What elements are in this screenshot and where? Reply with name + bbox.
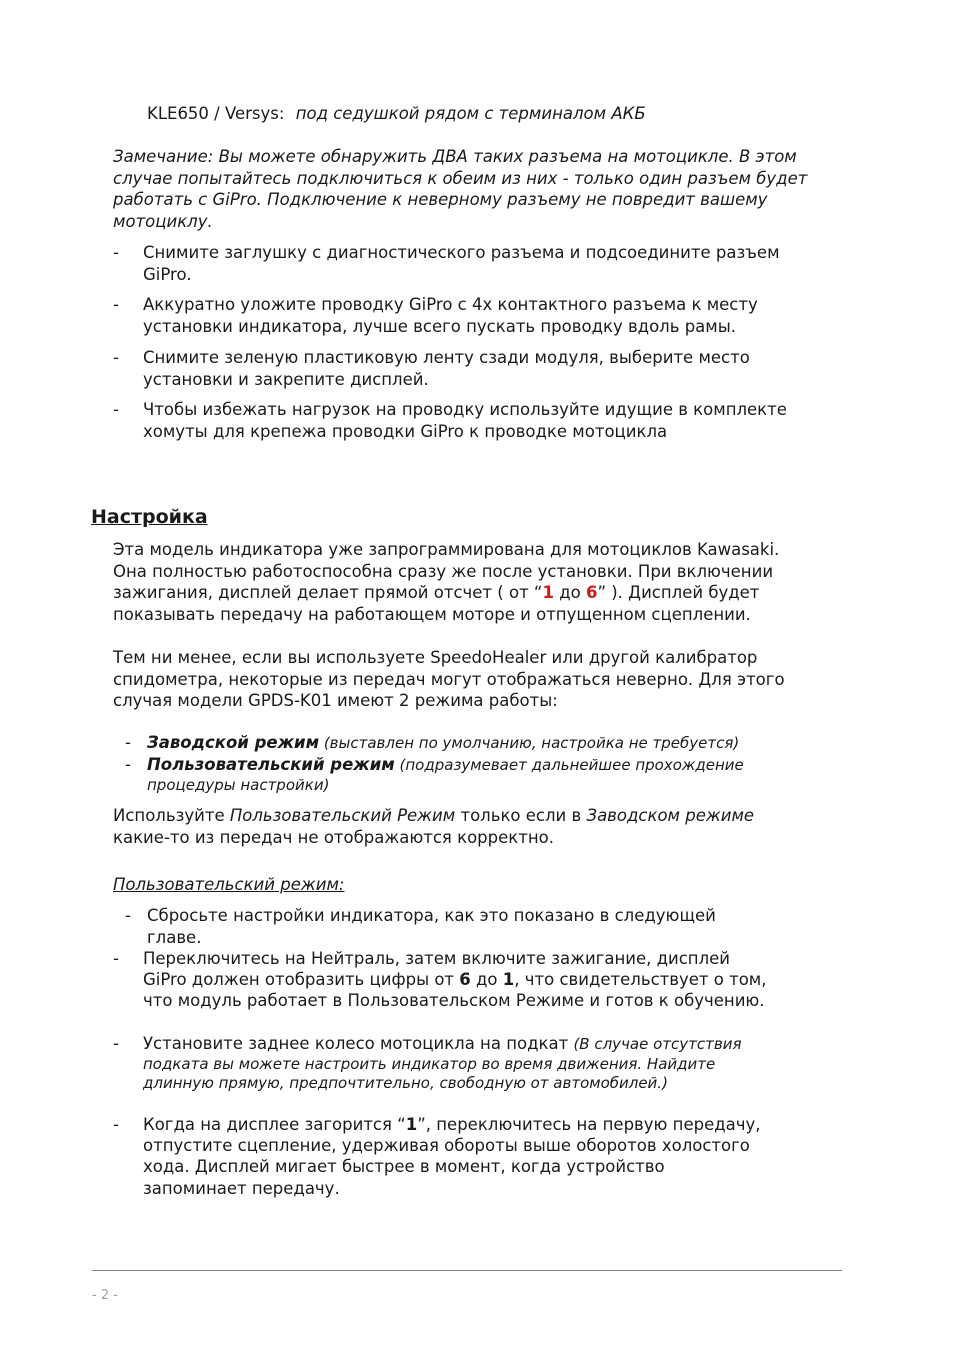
page-number: - 2 - (92, 1288, 118, 1303)
list-dash: - (125, 906, 131, 925)
digit: 6 (459, 970, 471, 989)
list-item-line: подката вы можете настроить индикатор во время движения. Найдите (143, 1055, 716, 1073)
list-item-line: длинную прямую, предпочтительно, свободную от автомобилей.) (143, 1074, 668, 1092)
paragraph-line: случая модели GPDS-K01 имеют 2 режима работы: (113, 691, 558, 710)
list-item-line (143, 1033, 795, 1056)
list-item-line: запоминает передачу. (143, 1179, 340, 1198)
note-line: случае попытайтесь подключиться к обеим из них - только один разъем будет (113, 168, 808, 188)
note-paragraph (113, 146, 848, 232)
settings-paragraph-2 (113, 647, 848, 712)
text-run: до (553, 583, 586, 602)
list-item-line (143, 969, 767, 991)
countdown-start-digit: 1 (542, 583, 554, 602)
mode-line (147, 754, 744, 777)
text-run: зажигания, дисплей делает прямой отсчет ( от “ (113, 583, 543, 602)
settings-paragraph-1 (113, 539, 848, 625)
settings-paragraph-3 (113, 805, 848, 848)
location-text: под седушкой рядом с терминалом АКБ (295, 104, 646, 123)
list-dash: - (113, 348, 119, 367)
paragraph-line (113, 582, 848, 604)
text-run: ” ). Дисплей будет (597, 583, 760, 602)
mode-name: Заводской режим (147, 733, 320, 752)
mode-description: (выставлен по умолчанию, настройка не требуется) (319, 734, 740, 752)
text-run: ”, переключитесь на первую передачу, (417, 1115, 761, 1134)
list-dash: - (125, 755, 131, 774)
text-run: только если в (455, 806, 587, 825)
list-dash: - (113, 949, 119, 968)
text-run: Используйте (113, 806, 230, 825)
paragraph-line (113, 805, 848, 827)
paragraph-line: Она полностью работоспособна сразу же после установки. При включении (113, 561, 774, 581)
text-run: GiPro должен отобразить цифры от (143, 970, 460, 989)
text-run: до (470, 970, 503, 989)
paragraph-line: какие-то из передач не отображаются корректно. (113, 827, 554, 847)
mode-name: Пользовательский режим (147, 755, 395, 774)
model-label: KLE650 / Versys: (147, 104, 285, 123)
note-line: работать с GiPro. Подключение к неверному разъему не повредит вашему (113, 190, 768, 209)
text-run: Пользовательский Режим (229, 806, 456, 825)
list-item-line: Переключитесь на Нейтраль, затем включите зажигание, дисплей (143, 949, 731, 968)
list-item-line (143, 1114, 761, 1136)
list-dash: - (113, 400, 119, 419)
text-run: , что свидетельствует о том, (514, 970, 767, 989)
mode-description: процедуры настройки) (147, 776, 330, 794)
list-item-line: главе. (147, 928, 202, 947)
note-line: мотоциклу. (113, 211, 213, 231)
paragraph-line: Эта модель индикатора уже запрограммирована для мотоциклов Kawasaki. (113, 540, 780, 559)
list-dash: - (125, 733, 131, 752)
list-dash: - (113, 1115, 119, 1134)
list-dash: - (113, 1034, 119, 1053)
mode-line (147, 732, 739, 755)
paragraph-line: Тем ни менее, если вы используете SpeedoHealer или другой калибратор (113, 648, 758, 667)
countdown-end-digit: 6 (585, 583, 598, 602)
list-item-line: Снимите зеленую пластиковую ленту сзади модуля, выберите место (143, 348, 750, 367)
list-item-line: хода. Дисплей мигает быстрее в момент, когда устройство (143, 1157, 665, 1176)
digit: 1 (405, 1115, 418, 1134)
text-run: Установите заднее колесо мотоцикла на подкат (143, 1034, 574, 1053)
list-item-line: хомуты для крепежа проводки GiPro к проводке мотоцикла (143, 422, 668, 441)
location-line (147, 103, 646, 125)
paragraph-line: спидометра, некоторые из передач могут отображаться неверно. Для этого (113, 669, 785, 689)
section-heading: Настройка (91, 506, 208, 528)
note-line: Замечание: Вы можете обнаружить ДВА таких разъема на мотоцикле. В этом (113, 147, 797, 166)
list-item-line: установки индикатора, лучше всего пускать проводку вдоль рамы. (143, 317, 737, 336)
list-dash: - (113, 295, 119, 314)
list-item-line: GiPro. (143, 265, 192, 284)
digit: 1 (502, 970, 515, 989)
list-item-line: установки и закрепите дисплей. (143, 370, 429, 389)
list-item-line: Сбросьте настройки индикатора, как это показано в следующей (147, 906, 716, 925)
list-item-line: что модуль работает в Пользовательском Режиме и готов к обучению. (143, 991, 765, 1010)
mode-description: (подразумевает дальнейшее прохождение (394, 756, 744, 774)
list-item-line: Чтобы избежать нагрузок на проводку используйте идущие в комплекте (143, 400, 787, 419)
list-item-line: Снимите заглушку с диагностического разъема и подсоедините разъем (143, 243, 780, 262)
list-dash: - (113, 243, 119, 262)
list-item-line: отпустите сцепление, удерживая обороты выше оборотов холостого (143, 1136, 750, 1155)
paragraph-line: показывать передачу на работающем моторе и отпущенном сцеплении. (113, 604, 751, 624)
text-run: Когда на дисплее загорится “ (143, 1115, 406, 1134)
list-item-line: Аккуратно уложите проводку GiPro с 4х контактного разъема к месту (143, 295, 758, 314)
footer-divider (92, 1270, 842, 1271)
subsection-title: Пользовательский режим: (113, 875, 345, 894)
text-run: (В случае отсутствия (573, 1035, 742, 1053)
text-run: Заводском режиме (586, 806, 755, 825)
